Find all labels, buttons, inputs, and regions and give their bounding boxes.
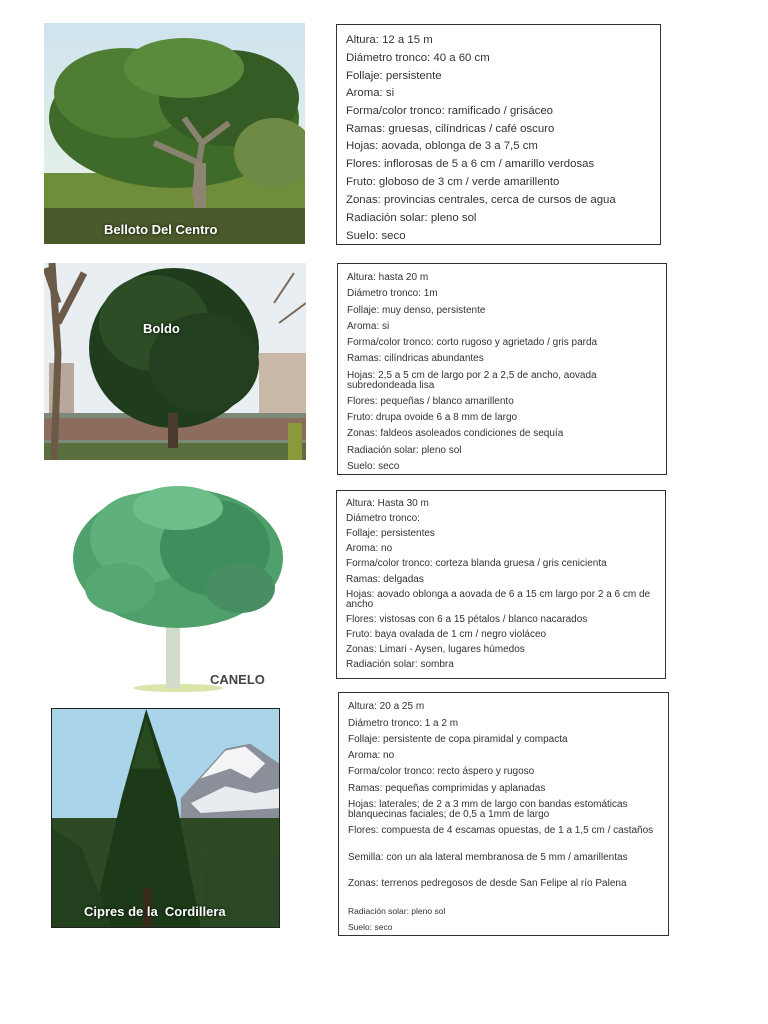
- cipres-diametro: Diámetro tronco: 1 a 2 m: [348, 718, 459, 729]
- belloto-aroma: Aroma: si: [346, 87, 395, 99]
- boldo-fruto: Fruto: drupa ovoide 6 a 8 mm de largo: [347, 412, 518, 423]
- belloto-hojas: Hojas: aovada, oblonga de 3 a 7,5 cm: [346, 140, 538, 152]
- boldo-follaje: Follaje: muy denso, persistente: [347, 305, 486, 316]
- canelo-fruto: Fruto: baya ovalada de 1 cm / negro violáceo: [346, 629, 547, 640]
- cipres-aroma: Aroma: no: [348, 750, 395, 761]
- cipres-suelo: Suelo: seco: [348, 922, 393, 932]
- canelo-flores: Flores: vistosas con 6 a 15 pétalos / blanco nacarados: [346, 614, 588, 625]
- canelo-radiacion: Radiación solar: sombra: [346, 659, 454, 670]
- belloto-flores: Flores: inflorosas de 5 a 6 cm / amarillo verdosas: [346, 158, 595, 170]
- cipres-semilla: Semilla: con un ala lateral membranosa de 5 mm / amarillentas: [348, 852, 628, 863]
- belloto-radiacion: Radiación solar: pleno sol: [346, 212, 477, 224]
- boldo-caption: Boldo: [143, 321, 180, 336]
- boldo-diametro: Diámetro tronco: 1m: [347, 288, 438, 299]
- belloto-zonas: Zonas: provincias centrales, cerca de cursos de agua: [346, 194, 616, 206]
- canelo-ramas: Ramas: delgadas: [346, 574, 424, 585]
- boldo-suelo: Suelo: seco: [347, 461, 400, 472]
- belloto-caption: Belloto Del Centro: [104, 222, 218, 237]
- belloto-fruto: Fruto: globoso de 3 cm / verde amarillento: [346, 176, 560, 188]
- canelo-tronco: Forma/color tronco: corteza blanda gruesa / gris cenicienta: [346, 558, 607, 569]
- cipres-caption: Cipres de la Cordillera: [84, 904, 226, 919]
- belloto-ramas: Ramas: gruesas, cilíndricas / café oscuro: [346, 123, 555, 135]
- canelo-caption: CANELO: [210, 672, 265, 687]
- cipres-follaje: Follaje: persistente de copa piramidal y compacta: [348, 734, 568, 745]
- belloto-tronco: Forma/color tronco: ramificado / grisáceo: [346, 105, 554, 117]
- canelo-aroma: Aroma: no: [346, 543, 393, 554]
- boldo-aroma: Aroma: si: [347, 321, 390, 332]
- boldo-zonas: Zonas: faldeos asoleados condiciones de sequía: [347, 428, 564, 439]
- belloto-suelo: Suelo: seco: [346, 230, 406, 242]
- cipres-radiacion: Radiación solar: pleno sol: [348, 906, 446, 916]
- belloto-photo: [44, 23, 305, 244]
- cipres-hojas: Hojas: laterales; de 2 a 3 mm de largo con bandas estomáticas blanquecinas faciales; de 0,5 a 1mm de largo: [348, 799, 628, 820]
- boldo-tronco: Forma/color tronco: corto rugoso y agrietado / gris parda: [347, 337, 598, 348]
- boldo-photo: [44, 263, 306, 460]
- belloto-altura: Altura: 12 a 15 m: [346, 34, 433, 46]
- boldo-info-box: [337, 263, 667, 475]
- boldo-radiacion: Radiación solar: pleno sol: [347, 445, 462, 456]
- cipres-ramas: Ramas: pequeñas comprimidas y aplanadas: [348, 783, 546, 794]
- cipres-zonas: Zonas: terrenos pedregosos de desde San Felipe al río Palena: [348, 878, 627, 889]
- canelo-altura: Altura: Hasta 30 m: [346, 498, 429, 509]
- belloto-diametro: Diámetro tronco: 40 a 60 cm: [346, 52, 490, 64]
- belloto-follaje: Follaje: persistente: [346, 70, 442, 82]
- canelo-illustration: [60, 478, 290, 696]
- canelo-info-box: [336, 490, 666, 679]
- cipres-altura: Altura: 20 a 25 m: [348, 701, 425, 712]
- cipres-tronco: Forma/color tronco: recto áspero y rugoso: [348, 766, 535, 777]
- canelo-follaje: Follaje: persistentes: [346, 528, 435, 539]
- cipres-photo: [51, 708, 280, 928]
- cipres-flores: Flores: compuesta de 4 escamas opuestas, de 1 a 1,5 cm / castaños: [348, 825, 654, 836]
- boldo-hojas: Hojas: 2,5 a 5 cm de largo por 2 a 2,5 de ancho, aovada subredondeada lisa: [347, 370, 597, 391]
- boldo-flores: Flores: pequeñas / blanco amarillento: [347, 396, 514, 407]
- canelo-diametro: Diámetro tronco:: [346, 513, 420, 524]
- canelo-zonas: Zonas: Limari - Aysen, lugares húmedos: [346, 644, 525, 655]
- cipres-info-box: [338, 692, 669, 936]
- boldo-ramas: Ramas: cilíndricas abundantes: [347, 353, 484, 364]
- canelo-hojas: Hojas: aovado oblonga a aovada de 6 a 15 cm largo por 2 a 6 cm de ancho: [346, 589, 651, 610]
- belloto-info-box: [336, 24, 661, 245]
- boldo-altura: Altura: hasta 20 m: [347, 272, 429, 283]
